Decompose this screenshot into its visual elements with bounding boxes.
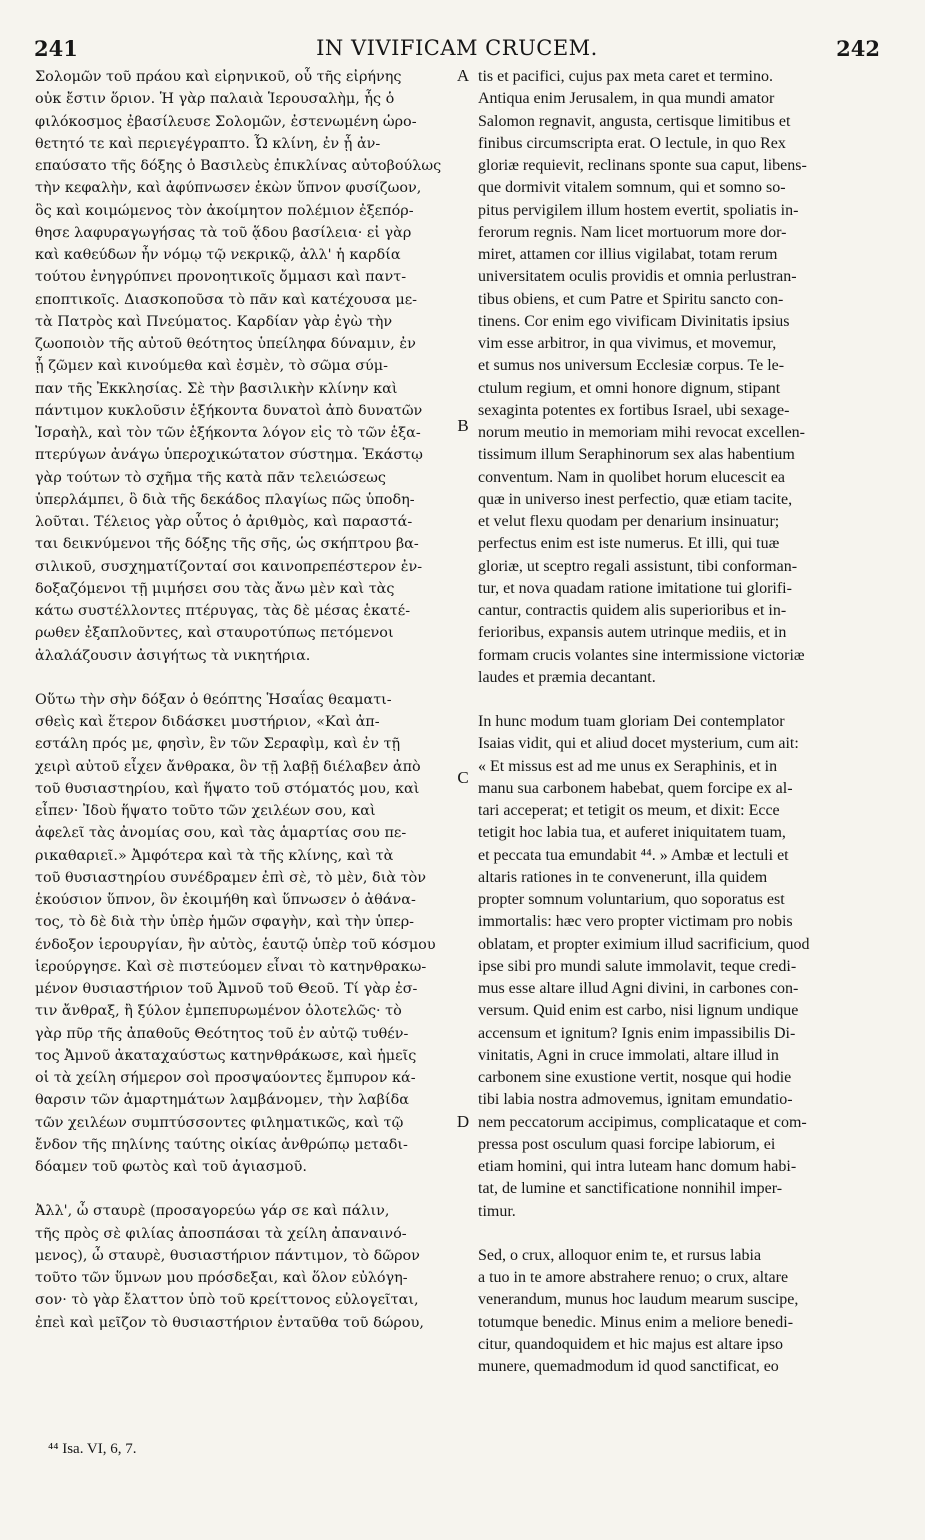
latin-text-line: norum meutio in memoriam mihi revocat excellen-	[478, 424, 806, 441]
latin-text-line: et peccata tua emundabit ⁴⁴. » Ambæ et lectuli et	[478, 846, 789, 864]
greek-text-line: ἱερούργησε. Καὶ σὲ πιστεύομεν εἶναι τὸ κατηνθρακω-	[35, 958, 427, 975]
greek-text-line: θησε λαφυραγωγήσας τὰ τοῦ ᾅδου βασίλεια· εἰ γὰρ	[35, 224, 412, 241]
latin-text-line: universitatem oculis providis et omnia perlustran-	[478, 268, 797, 286]
latin-text-line: In hunc modum tuam gloriam Dei contemplator	[478, 713, 785, 730]
greek-text-line: μένον θυσιαστήριον τοῦ Ἀμνοῦ τοῦ Θεοῦ. Τί γὰρ ἐσ-	[35, 981, 418, 997]
greek-text-line: παν τῆς Ἐκκλησίας. Σὲ τὴν βασιλικὴν κλίνην καὶ	[35, 380, 398, 397]
greek-text-line: τὴν κεφαλὴν, καὶ ἀφύπνωσεν ἑκὼν ὕπνον φυσίζωον,	[35, 180, 422, 197]
greek-text-line: κάτω συστέλλοντες πτέρυγας, τὰς δὲ μέσας ἑκατέ-	[35, 603, 411, 619]
greek-text-line: θαρσιν τῶν ἁμαρτημάτων λαμβάνομεν, τὴν λαβίδα	[35, 1092, 410, 1109]
greek-text-line: χειρὶ αὐτοῦ εἶχεν ἄνθρακα, ὃν τῇ λαβῇ διέλαβεν ἀπὸ	[35, 758, 421, 775]
greek-text-line: εποπτικοῖς. Διασκοποῦσα τὸ πᾶν καὶ κατέχουσα με-	[35, 291, 418, 308]
greek-text-line: Ἰσραὴλ, καὶ τὸν τῶν ἑξήκοντα λόγον εἰς τὸ τῶν ἑξα-	[35, 425, 421, 441]
latin-text-line: formam crucis volantes sine intermissione victoriæ	[478, 646, 805, 664]
latin-text-line: que dormivit vitalem somnum, qui et somno so-	[478, 179, 786, 197]
greek-text-line: σθεὶς καὶ ἕτερον διδάσκει μυστήριον, «Καὶ ἀπ-	[35, 714, 380, 730]
greek-text-line: ἔνδον τῆς πηλίνης ταύτης οἰκίας ἀνθρώπῳ μεταδι-	[35, 1136, 408, 1153]
latin-text-line: altaris rationes in te convenerunt, illa quidem	[478, 868, 768, 886]
latin-text-line: et sumus nos universum Ecclesiæ corpus. Te le-	[478, 357, 785, 375]
page-header	[34, 36, 880, 64]
latin-text-line: tibi labia nostra admovemus, ignitam emundatio-	[478, 1091, 793, 1109]
greek-text-line: φιλόκοσμος ἐβασίλευσε Σολομῶν, ἐστενωμένη ὡρο-	[35, 113, 417, 130]
greek-text-line: γὰρ πῦρ τῆς ἀπαθοῦς Θεότητος τοῦ ἐν αὐτῷ τυθέν-	[35, 1025, 409, 1042]
latin-text-line: tinens. Cor enim ego vivificam Divinitatis ipsius	[478, 312, 790, 330]
latin-text-line: totumque benedic. Minus enim a meliore benedi-	[478, 1313, 794, 1331]
latin-text-line: accensum et ignitum? Ignis enim impassibilis Di-	[478, 1024, 796, 1042]
latin-text-line: laudes et præmia decantant.	[478, 668, 656, 686]
latin-text-line: et velut flexu quodam per denarium insinuatur;	[478, 513, 780, 530]
page-number-left: 241	[34, 36, 78, 61]
greek-text-line: Οὕτω τὴν σὴν δόξαν ὁ θεόπτης Ἡσαΐας θεαματι-	[35, 691, 392, 708]
latin-text-line: ipse sibi pro mundi salute immolavit, teque credi-	[478, 957, 797, 975]
greek-text-line: γὰρ τούτων τὸ σχῆμα τῆς κατὰ πᾶν τελειώσεως	[35, 469, 386, 486]
latin-text-line: citur, quandoquidem et hic majus est altare ipso	[478, 1335, 784, 1353]
greek-text-line: τῆς πρὸς σὲ φιλίας ἀποσπάσαι τὰ χείλη ἀπαναινό-	[35, 1225, 407, 1242]
greek-text-line: σιλικοῦ, συσχηματίζονταί σοι καινοπρεπέστερον ἐν-	[35, 558, 423, 575]
greek-text-line: τιν ἄνθραξ, ἢ ξύλον ἐμπεπυρωμένον ὁλοτελῶς· τὸ	[35, 1003, 402, 1020]
running-title: IN VIVIFICAM CRUCEM.	[316, 36, 598, 60]
paragraph-gap	[478, 1223, 888, 1245]
latin-text-line: tat, de lumine et sanctificatione nonnihil imper-	[478, 1180, 783, 1198]
margin-marker-a: A	[456, 66, 470, 85]
latin-text-line: gloriæ requievit, reclinans sponte sua caput, libens-	[478, 157, 807, 174]
greek-text-line: ἀλαλάζουσιν ἀσιγήτως τὰ νικητήρια.	[35, 647, 311, 664]
greek-text-line: ᾗ ζῶμεν καὶ κινούμεθα καὶ ἐσμὲν, τὸ σῶμα σύμ-	[35, 358, 388, 375]
greek-text-line: θετητό τε καὶ περιεγέγραπτο. Ὦ κλίνη, ἐν ᾗ ἀν-	[35, 135, 381, 152]
greek-text-line: επαύσατο τῆς δόξης ὁ Βασιλεὺς ἐπικλίνας αὐτοβούλως	[35, 158, 442, 174]
latin-text-line: timur.	[478, 1202, 516, 1220]
greek-text-line: τος Ἀμνοῦ ἀκαταχαύστως κατηνθράκωσε, καὶ ἡμεῖς	[35, 1047, 417, 1064]
latin-text-line: etiam homini, qui intra luteam hanc domum habi-	[478, 1158, 797, 1175]
latin-text-line: munere, quemadmodum id quod sanctificat, eo	[478, 1358, 779, 1375]
paragraph-gap	[478, 689, 888, 711]
latin-text-line: Antiqua enim Jerusalem, in qua mundi amator	[478, 90, 775, 108]
latin-text-line: ferorum regnis. Nam licet mortuorum more dor-	[478, 223, 787, 241]
greek-text-line: ἐπεὶ καὶ μεῖζον τὸ θυσιαστήριον ἐνταῦθα τοῦ δώρου,	[35, 1314, 424, 1331]
greek-text-line: τούτου ἐνηγρύπνει προνοητικοῖς ὄμμασι καὶ παντ-	[35, 269, 407, 286]
greek-text-line: τοῦ θυσιαστηρίου, καὶ ἥψατο τοῦ στόματός μου, καὶ	[35, 780, 420, 797]
latin-text-line: tis et pacifici, cujus pax meta caret et termino.	[478, 68, 773, 85]
greek-text-line: ζωοποιὸν τῆς αὐτοῦ θεότητος ὑπείληφα δύναμιν, ἐν	[35, 336, 416, 352]
greek-text-line: Ἀλλ', ὦ σταυρὲ (προσαγορεύω γάρ σε καὶ πάλιν,	[35, 1203, 390, 1220]
greek-text-line: εἶπεν· Ἰδοὺ ἥψατο τοῦτο τῶν χειλέων σου, καὶ	[35, 803, 376, 819]
greek-text-line: τοῦτο τῶν ὕμνων μου πρόσδεξαι, καὶ ὅλον εὐλόγη-	[35, 1270, 408, 1286]
latin-text-line: cantur, contractis quidem alis superioribus et in-	[478, 602, 787, 619]
greek-text-line: ὑπερλάμπει, ὃ διὰ τῆς δεκάδος πλαγίως πῶς ὑποδη-	[35, 491, 415, 508]
latin-text-line: ferioribus, expansis autem utrinque mediis, et in	[478, 624, 787, 642]
greek-text-line: εστάλη πρός με, φησὶν, ἓν τῶν Σεραφὶμ, καὶ ἐν τῇ	[35, 736, 401, 753]
latin-text-line: sexaginta potentes ex fortibus Israel, ubi sexage-	[478, 401, 790, 419]
greek-text-line: τος, τὸ δὲ διὰ τὴν ὑπὲρ ἡμῶν σφαγὴν, καὶ τὴν ὑπερ-	[35, 914, 415, 931]
latin-text-line: Isaias vidit, qui et aliud docet mysterium, cum ait:	[478, 735, 799, 753]
latin-text-line: tissimum illum Seraphinorum sex alas habentium	[478, 446, 795, 464]
latin-text-line: manu sua carbonem habebat, quem forcipe ex al-	[478, 779, 793, 797]
latin-text-line: Sed, o crux, alloquor enim te, et rursus labia	[478, 1246, 762, 1264]
greek-column	[35, 66, 465, 1334]
latin-text-line: pressa post osculum quasi forcipe labiorum, ei	[478, 1135, 776, 1153]
margin-marker-b: B	[457, 416, 469, 435]
latin-column	[478, 66, 888, 1378]
greek-text-line: ἀφελεῖ τὰς ἀνομίας σου, καὶ τὰς ἁμαρτίας σου πε-	[35, 825, 407, 842]
latin-text-line: pitus pervigilem illum hostem evertit, spoliatis in-	[478, 201, 799, 219]
greek-text-line: ρικαθαριεῖ.» Ἀμφότερα καὶ τὰ τῆς κλίνης, καὶ τὰ	[35, 847, 394, 864]
latin-text-line: tur, et nova quadam ratione imitatione tui glorifi-	[478, 579, 792, 597]
latin-text-line: finibus circumscripta erat. O lectule, in quo Rex	[478, 134, 786, 152]
paragraph-gap	[35, 667, 465, 689]
latin-text-line: conventum. Nam in quolibet horum elucescit ea	[478, 468, 786, 486]
greek-text-line: λοῦται. Τέλειος γὰρ οὗτος ὁ ἀριθμὸς, καὶ παραστά-	[35, 514, 413, 530]
greek-text-line: σον· τὸ γὰρ ἔλαττον ὑπὸ τοῦ κρείττονος εὐλογεῖται,	[35, 1292, 419, 1309]
latin-text-line: ctulum regium, et omni honore dignum, stipant	[478, 379, 781, 397]
greek-text-line: δοξαζόμενοι τῇ μιμήσει σου τὰς ἄνω μὲν καὶ τὰς	[35, 580, 395, 597]
footnote: ⁴⁴ Isa. VI, 6, 7.	[48, 1441, 137, 1457]
latin-text-line: oblatam, et propter eximium illud sacrificium, quod	[478, 935, 810, 953]
latin-text-line: vinitatis, Agni in cruce immolati, altare illud in	[478, 1046, 779, 1064]
latin-text-line: venerandum, munus hoc laudum mearum suscipe,	[478, 1291, 799, 1309]
greek-text-line: δόαμεν τοῦ φωτὸς καὶ τοῦ ἁγιασμοῦ.	[35, 1159, 307, 1175]
greek-text-line: πάντιμον κυκλοῦσιν ἑξήκοντα δυνατοὶ ἀπὸ δυνατῶν	[35, 402, 423, 419]
greek-text-line: οἱ τὰ χείλη σήμερον σοὶ προσψαύοντες ἔμπυρον κά-	[35, 1070, 416, 1086]
latin-text-line: miret, attamen cor illius vigilabat, totam rerum	[478, 246, 778, 263]
greek-text-line: οὐκ ἔστιν ὅριον. Ἡ γὰρ παλαιὰ Ἱερουσαλὴμ, ἧς ὁ	[35, 91, 395, 108]
latin-text-line: « Et missus est ad me unus ex Seraphinis, et in	[478, 757, 778, 775]
greek-text-line: Σολομῶν τοῦ πράου καὶ εἰρηνικοῦ, οὗ τῆς εἰρήνης	[35, 69, 402, 85]
latin-text-line: a tuo in te amore abstrahere renuo; o crux, altare	[478, 1269, 789, 1286]
greek-text-line: ρωθεν ἐξαπλοῦντες, καὶ σταυροτύπως πετόμενοι	[35, 625, 394, 642]
greek-text-line: καὶ καθεύδων ἦν νόμῳ τῷ νεκρικῷ, ἀλλ' ἡ καρδία	[35, 247, 401, 263]
latin-text-line: vim esse arbitror, in qua vivimus, et movemur,	[478, 335, 777, 352]
greek-text-line: ὃς καὶ κοιμώμενος τὸν ἀκοίμητον πολέμιον ἐξεπόρ-	[35, 202, 414, 219]
latin-text-line: mus esse altare illud Agni divini, in carbones con-	[478, 980, 799, 997]
greek-text-line: τοῦ θυσιαστηρίου συνέδραμεν ἐπὶ σὲ, τὸ μὲν, διὰ τὸν	[35, 869, 427, 886]
paragraph-gap	[35, 1178, 465, 1200]
greek-text-line: μενος), ὦ σταυρὲ, θυσιαστήριον πάντιμον, τὸ δῶρον	[35, 1247, 420, 1264]
latin-text-line: carbonem sine exustione vertit, nosque qui hodie	[478, 1069, 792, 1086]
greek-text-line: τῶν χειλέων συμπτύσσοντες φιληματικῶς, καὶ τῷ	[35, 1114, 404, 1131]
greek-text-line: πτερύγων ἀνάγω ὑπεροχικώτατον σύστημα. Ἑκάστῳ	[35, 447, 423, 464]
latin-text-line: perfectus enim est iste numerus. Et illi, qui tuæ	[478, 535, 780, 553]
latin-text-line: Salomon regnavit, angusta, certisque limitibus et	[478, 112, 791, 130]
latin-text-line: propter somnum voluntarium, quo soporatus est	[478, 891, 785, 908]
greek-text-line: ται δεικνύμενοι τῆς δόξης τῆς σῆς, ὡς σκήπτρου βα-	[35, 536, 419, 553]
latin-text-line: versum. Quid enim est carbo, nisi lignum undique	[478, 1002, 799, 1020]
greek-text-line: τὰ Πατρὸς καὶ Πνεύματος. Καρδίαν γὰρ ἐγὼ τὴν	[35, 313, 393, 330]
margin-marker-c: C	[457, 768, 469, 787]
greek-text-line: ἑκούσιον ὕπνον, ὃν ἐκοιμήθη καὶ ὕπνωσεν ὁ ἀθάνα-	[35, 892, 416, 908]
latin-text-line: tari acceperat; et tetigit os meum, et dixit: Ecce	[478, 802, 780, 819]
greek-text-line: ένδοξον ἱερουργίαν, ἣν αὐτὸς, ἑαυτῷ ὑπὲρ τοῦ κόσμου	[35, 936, 436, 953]
latin-text-line: gloriæ, ut sceptro regali assistunt, tibi conforman-	[478, 557, 798, 575]
page-number-right: 242	[836, 36, 880, 61]
latin-text-line: quæ in universo inest perfectio, quæ etiam tacite,	[478, 490, 793, 508]
latin-text-line: tibus obiens, et cum Patre et Spiritu sancto con-	[478, 290, 784, 308]
latin-text-line: tetigit hoc labia tua, et auferet iniquitatem tuam,	[478, 824, 786, 842]
margin-marker-d: D	[456, 1112, 470, 1131]
latin-text-line: immortalis: hæc vero propter victimam pro nobis	[478, 913, 793, 931]
latin-text-line: nem peccatorum accipimus, complicataque et com-	[478, 1113, 807, 1131]
